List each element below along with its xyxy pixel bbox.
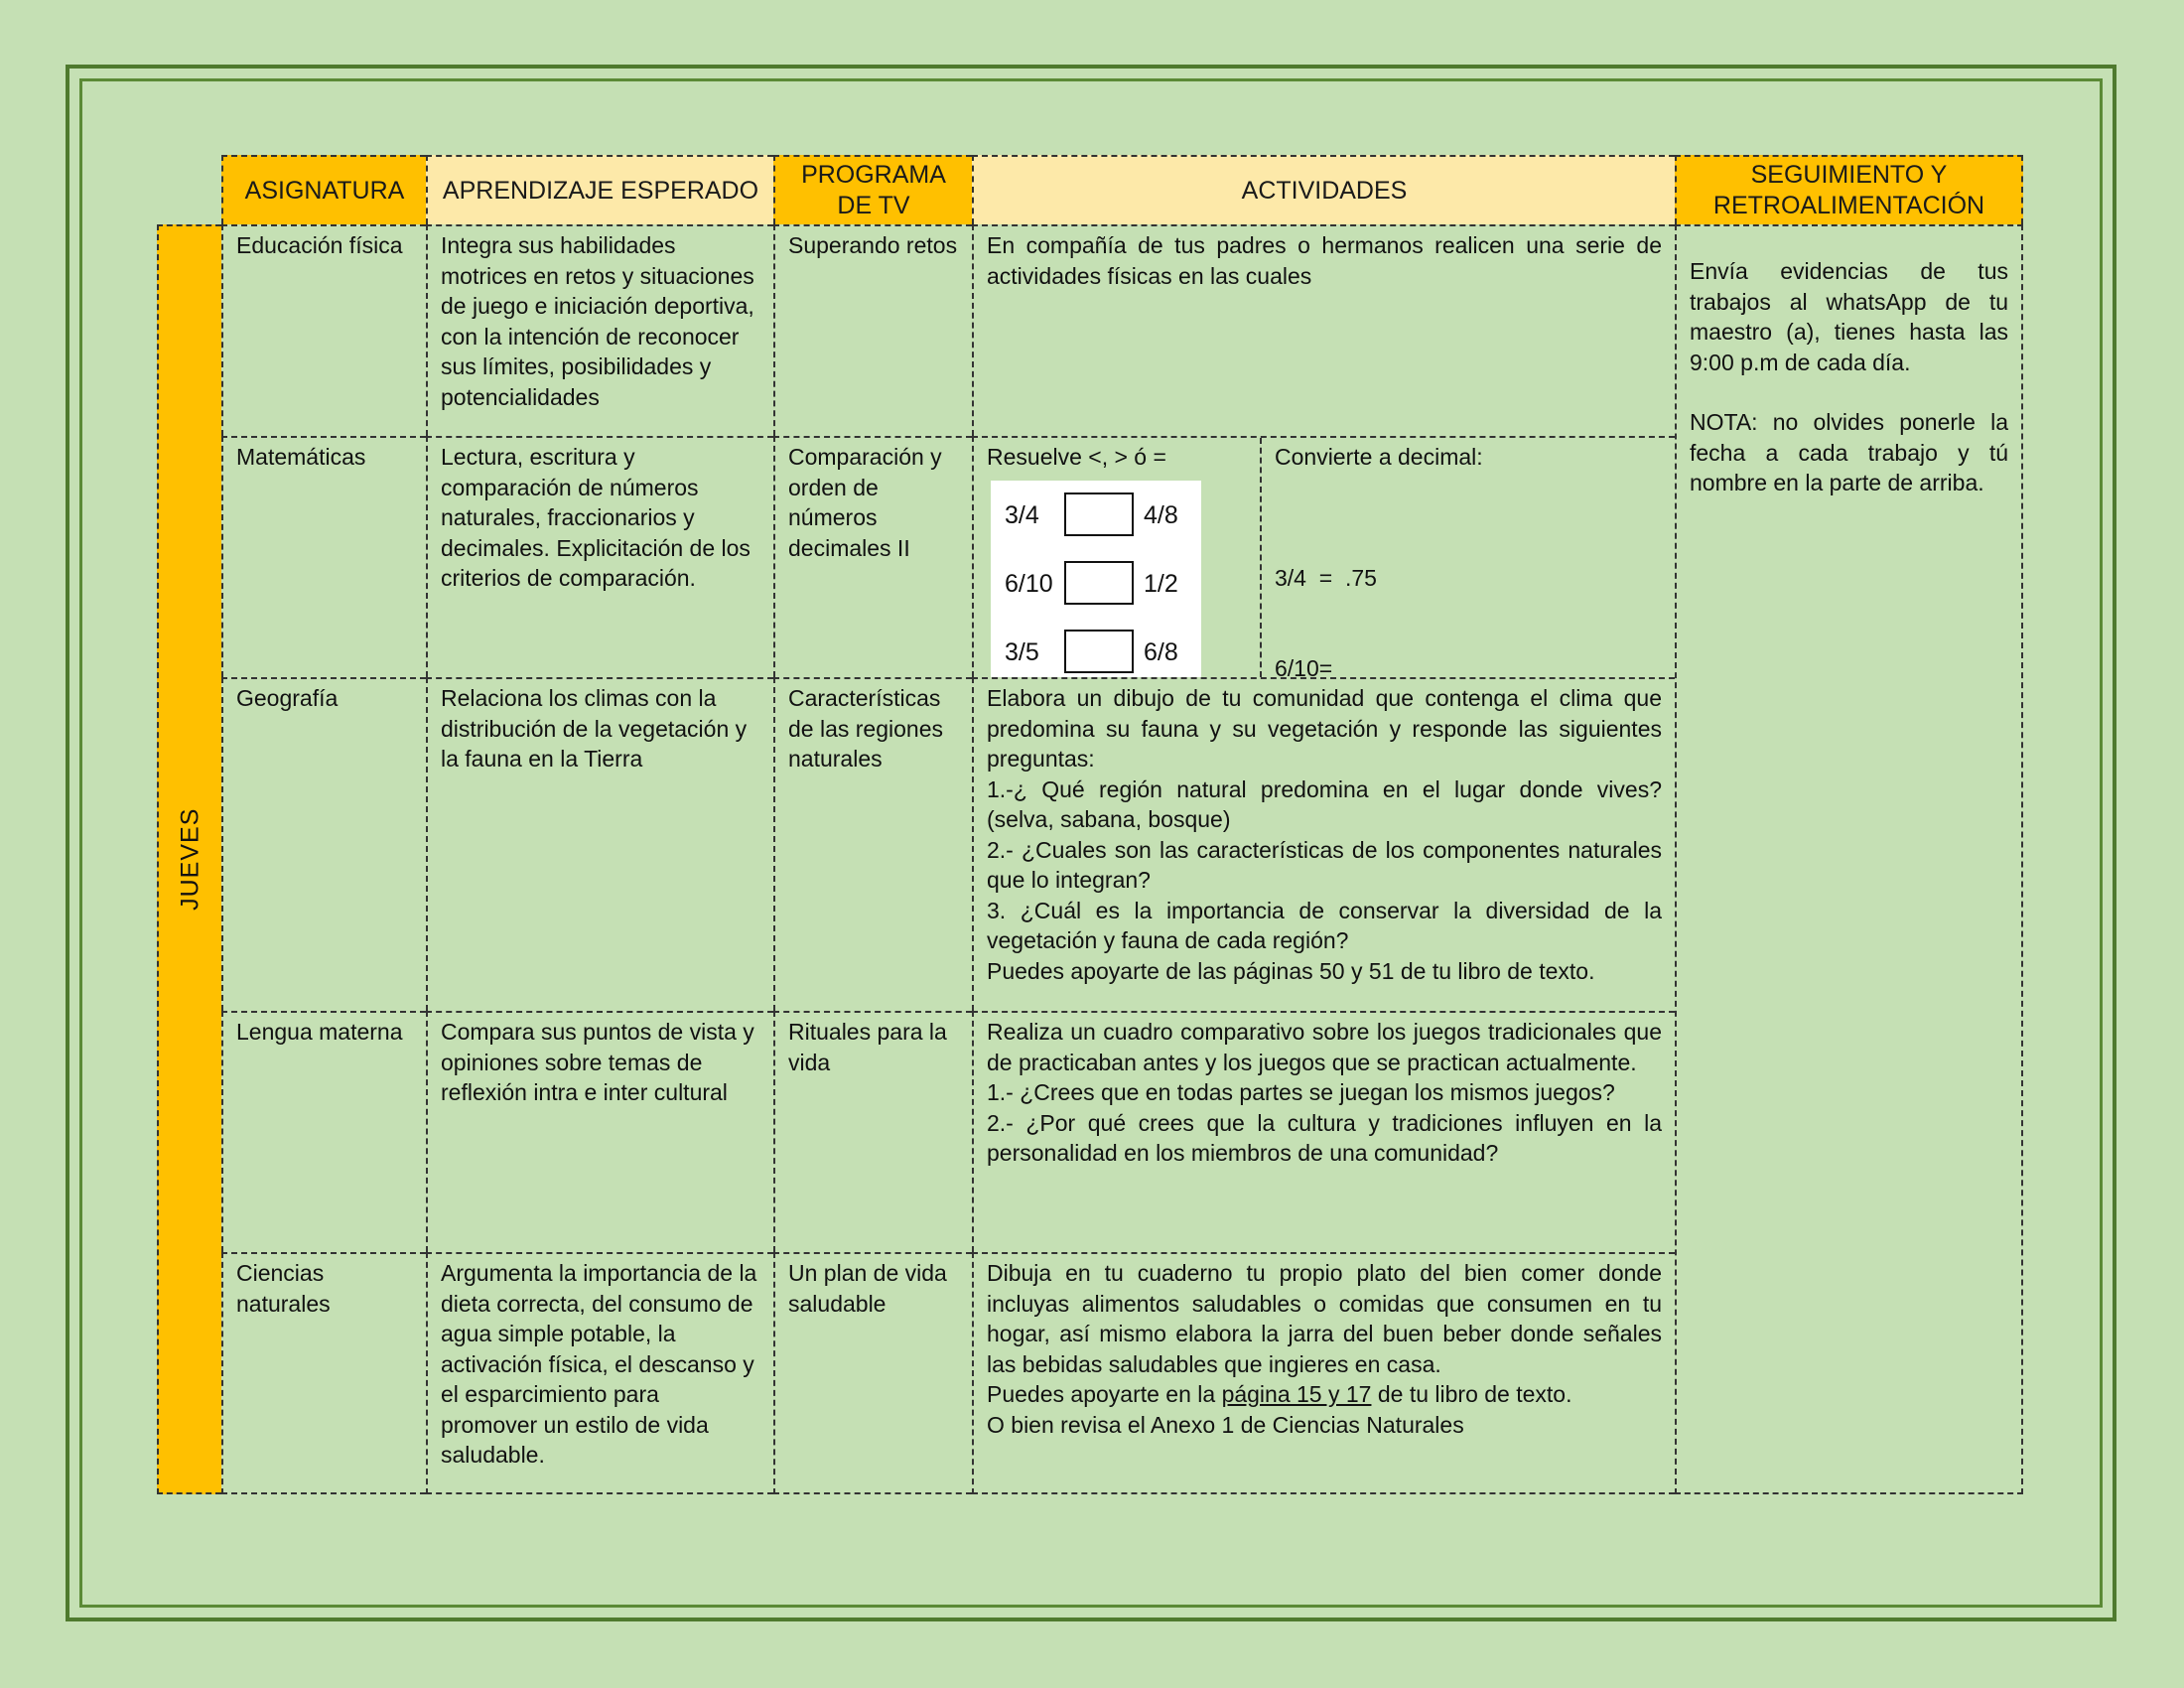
row-asignatura: Lengua materna: [221, 1011, 426, 1252]
convert-title: Convierte a decimal:: [1275, 444, 1483, 470]
activity-line: 2.- ¿Por qué crees que la cultura y tradiciones influyen en la personalidad en los miembros de una comunidad?: [987, 1109, 1662, 1166]
answer-box: [1064, 630, 1134, 673]
activity-line: Elabora un dibujo de tu comunidad que contenga el clima que predomina su fauna y su vegetación y responde las siguientes preguntas:: [987, 685, 1662, 772]
activity-line: 3. ¿Cuál es la importancia de conservar la diversidad de la vegetación y fauna de cada región?: [987, 897, 1662, 953]
activity-line: 1.- ¿Crees que en todas partes se juegan los mismos juegos?: [987, 1079, 1615, 1105]
row-actividades: [972, 1252, 1675, 1494]
answer-box: [1064, 492, 1134, 536]
day-label-cell: [157, 224, 221, 1494]
row-asignatura: Ciencias naturales: [221, 1252, 426, 1494]
compare-right: 6/8: [1144, 637, 1178, 666]
convert-item: 6/10=: [1275, 655, 1333, 677]
row-asignatura: Geografía: [221, 677, 426, 1011]
header-programa: PROGRAMA DE TV: [773, 155, 972, 224]
convert-list: [1275, 502, 1662, 678]
row-asignatura: Educación física: [221, 224, 426, 436]
compare-row: [991, 492, 1201, 538]
row-programa: Características de las regiones naturales: [773, 677, 972, 1011]
activity-line: [987, 1379, 1662, 1410]
compare-row: [991, 630, 1201, 675]
compare-left: 3/4: [1005, 500, 1039, 529]
compare-row: [991, 561, 1201, 607]
convert-item: 3/4 = .75: [1275, 564, 1377, 591]
compare-left: 3/5: [1005, 637, 1039, 666]
row-aprendizaje: Integra sus habilidades motrices en retos y situaciones de juego e iniciación deportiva, con la intención de reconocer sus límites, posibilidades y potencialidades: [426, 224, 773, 436]
answer-box: [1064, 561, 1134, 605]
compare-instruction: Resuelve <, > ó =: [987, 444, 1166, 470]
activity-line: Dibuja en tu cuaderno tu propio plato del bien comer donde incluyas alimentos saludables o comidas que consumen en tu hogar, así mismo elabora la jarra del buen beber donde señales las bebidas saludables que ingieres en casa.: [987, 1260, 1662, 1377]
seguimiento-note: NOTA: no olvides ponerle la fecha a cada trabajo y tú nombre en la parte de arriba.: [1690, 409, 2008, 495]
row-aprendizaje: Argumenta la importancia de la dieta correcta, del consumo de agua simple potable, la activación física, el descanso y el esparcimiento para promover un estilo de vida saludable.: [426, 1252, 773, 1494]
convert-section: [1262, 438, 1675, 677]
row-programa: Un plan de vida saludable: [773, 1252, 972, 1494]
row-aprendizaje: Lectura, escritura y comparación de números naturales, fraccionarios y decimales. Explicitación de los criterios de comparación.: [426, 436, 773, 677]
row-aprendizaje: Relaciona los climas con la distribución de la vegetación y la fauna en la Tierra: [426, 677, 773, 1011]
day-label: JUEVES: [176, 807, 205, 912]
activity-line: 2.- ¿Cuales son las características de los componentes naturales que lo integran?: [987, 836, 1662, 893]
page-reference-link[interactable]: página 15 y 17: [1221, 1381, 1372, 1407]
compare-right: 4/8: [1144, 500, 1178, 529]
activity-text: Puedes apoyarte en la: [987, 1381, 1222, 1407]
compare-exercise: [991, 481, 1201, 678]
row-actividades: En compañía de tus padres o hermanos realicen una serie de actividades físicas en las cuales: [972, 224, 1675, 436]
header-seguimiento: SEGUIMIENTO Y RETROALIMENTACIÓN: [1675, 155, 2023, 224]
header-aprendizaje: APRENDIZAJE ESPERADO: [426, 155, 773, 224]
row-actividades: [972, 436, 1675, 677]
row-actividades: [972, 1011, 1675, 1252]
table-corner: [157, 155, 221, 224]
seguimiento-cell: [1675, 224, 2023, 1494]
activity-line: 1.-¿ Qué región natural predomina en el lugar donde vives? (selva, sabana, bosque): [987, 775, 1662, 832]
row-programa: Superando retos: [773, 224, 972, 436]
schedule-table: [157, 155, 2023, 1494]
activity-line: Realiza un cuadro comparativo sobre los juegos tradicionales que de practicaban antes y los juegos que se practican actualmente.: [987, 1019, 1662, 1075]
header-actividades: ACTIVIDADES: [972, 155, 1675, 224]
compare-left: 6/10: [1005, 569, 1053, 598]
compare-right: 1/2: [1144, 569, 1178, 598]
seguimiento-text: Envía evidencias de tus trabajos al whatsApp de tu maestro (a), tienes hasta las 9:00 p.m de cada día.: [1690, 258, 2008, 375]
activity-line: Puedes apoyarte de las páginas 50 y 51 de tu libro de texto.: [987, 957, 1595, 984]
row-programa: Rituales para la vida: [773, 1011, 972, 1252]
row-programa: Comparación y orden de números decimales II: [773, 436, 972, 677]
row-actividades: [972, 677, 1675, 1011]
compare-section: [974, 438, 1262, 677]
row-aprendizaje: Compara sus puntos de vista y opiniones sobre temas de reflexión intra e inter cultural: [426, 1011, 773, 1252]
activity-text: de tu libro de texto.: [1371, 1381, 1572, 1407]
row-asignatura: Matemáticas: [221, 436, 426, 677]
activity-line: O bien revisa el Anexo 1 de Ciencias Naturales: [987, 1411, 1464, 1438]
header-asignatura: ASIGNATURA: [221, 155, 426, 224]
